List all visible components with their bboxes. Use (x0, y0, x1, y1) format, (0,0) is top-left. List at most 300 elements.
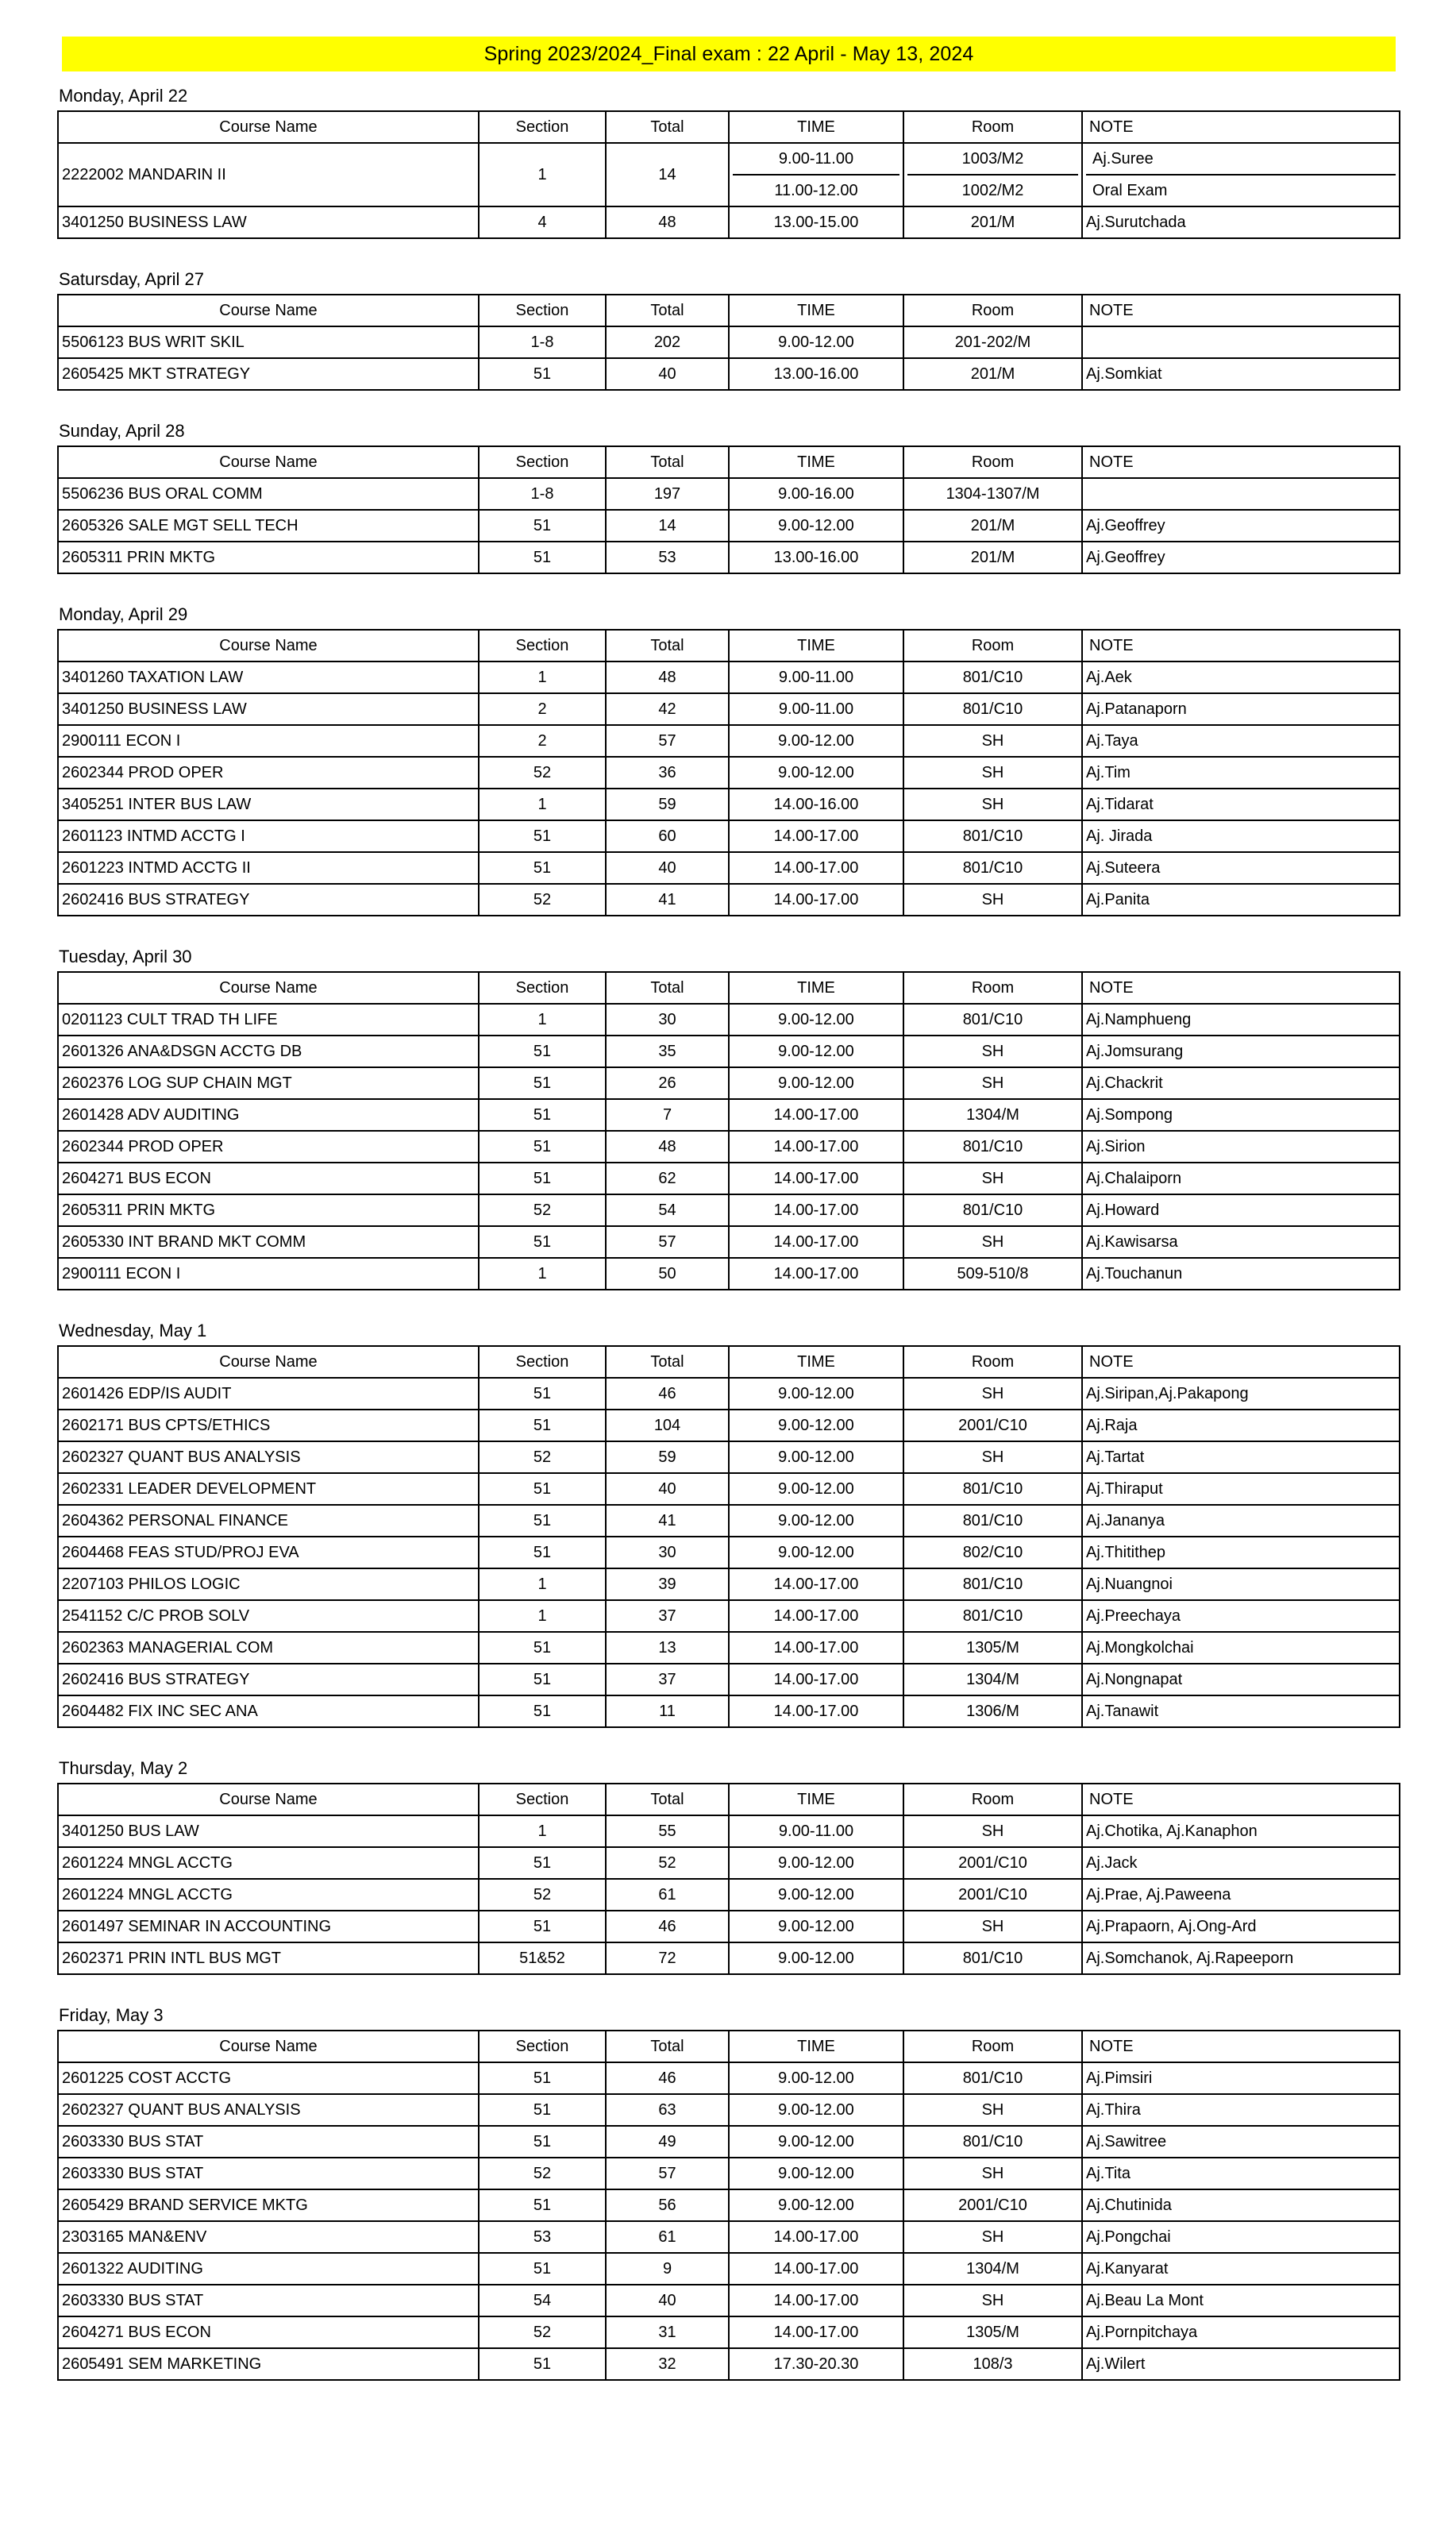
table-row (58, 2189, 1400, 2221)
section-column-header: Section (479, 2031, 606, 2062)
exam-table (57, 629, 1400, 916)
time-cell: 9.00-11.00 (733, 144, 899, 175)
room-column-header: Room (903, 1784, 1082, 1815)
section-cell: 1 (479, 1568, 606, 1600)
time-column-header: TIME (729, 972, 903, 1004)
total-column-header: Total (606, 295, 729, 326)
table-row (58, 1067, 1400, 1099)
total-cell: 72 (606, 1942, 729, 1974)
room-cell: SH (903, 789, 1082, 820)
note-column-header: NOTE (1082, 295, 1400, 326)
total-cell: 197 (606, 478, 729, 510)
course-name-cell: 2222002 MANDARIN II (58, 143, 479, 206)
table-row (58, 1911, 1400, 1942)
section-cell: 51 (479, 2253, 606, 2285)
section-column-header: Section (479, 630, 606, 662)
course-name-cell: 2605311 PRIN MKTG (58, 542, 479, 573)
room-cell: SH (903, 1163, 1082, 1194)
section-cell: 52 (479, 2158, 606, 2189)
time-cell: 9.00-12.00 (729, 725, 903, 757)
time-cell: 9.00-12.00 (729, 2126, 903, 2158)
section-spacer (57, 239, 1399, 268)
room-cell: 801/C10 (903, 1942, 1082, 1974)
section-cell: 1-8 (479, 326, 606, 358)
time-cell: 9.00-12.00 (729, 2094, 903, 2126)
time-column-header: TIME (729, 630, 903, 662)
room-cell: 1304-1307/M (903, 478, 1082, 510)
section-column-header: Section (479, 111, 606, 143)
room-cell: 1305/M (903, 1632, 1082, 1664)
section-cell: 51 (479, 1163, 606, 1194)
table-row (58, 1036, 1400, 1067)
time-cell: 9.00-12.00 (729, 1410, 903, 1441)
total-cell: 26 (606, 1067, 729, 1099)
total-cell: 52 (606, 1847, 729, 1879)
total-cell: 61 (606, 2221, 729, 2253)
course-name-cell: 2604362 PERSONAL FINANCE (58, 1505, 479, 1537)
table-header-row (58, 1346, 1400, 1378)
note-cell: Aj.Thitithep (1082, 1537, 1400, 1568)
course-column-header: Course Name (58, 1346, 479, 1378)
table-row (58, 2158, 1400, 2189)
total-cell: 202 (606, 326, 729, 358)
time-cell: 14.00-17.00 (729, 1568, 903, 1600)
time-cell: 9.00-12.00 (729, 1942, 903, 1974)
table-row (58, 1099, 1400, 1131)
time-cell: 9.00-12.00 (729, 1879, 903, 1911)
room-cell: 509-510/8 (903, 1258, 1082, 1290)
exam-table (57, 294, 1400, 391)
time-column-header: TIME (729, 1346, 903, 1378)
time-column-header: TIME (729, 1784, 903, 1815)
table-row (58, 1163, 1400, 1194)
section-column-header: Section (479, 1346, 606, 1378)
note-column-header: NOTE (1082, 446, 1400, 478)
day-heading: Monday, April 29 (59, 604, 188, 624)
time-cell: 14.00-17.00 (729, 1194, 903, 1226)
total-cell: 57 (606, 725, 729, 757)
exam-table (57, 446, 1400, 574)
time-cell: 9.00-12.00 (729, 1441, 903, 1473)
course-name-cell: 2602416 BUS STRATEGY (58, 1664, 479, 1695)
total-cell: 55 (606, 1815, 729, 1847)
course-name-cell: 2604271 BUS ECON (58, 1163, 479, 1194)
note-cell: Aj.Surutchada (1082, 206, 1400, 238)
day-section (57, 916, 1399, 1290)
course-name-cell: 2603330 BUS STAT (58, 2126, 479, 2158)
course-name-cell: 5506236 BUS ORAL COMM (58, 478, 479, 510)
course-name-cell: 2900111 ECON I (58, 1258, 479, 1290)
room-cell: 2001/C10 (903, 1410, 1082, 1441)
section-cell: 54 (479, 2285, 606, 2316)
room-cell: 801/C10 (903, 693, 1082, 725)
room-cell: 1304/M (903, 1664, 1082, 1695)
note-cell: Aj.Sompong (1082, 1099, 1400, 1131)
course-name-cell: 2602327 QUANT BUS ANALYSIS (58, 2094, 479, 2126)
note-cell: Aj.Nongnapat (1082, 1664, 1400, 1695)
day-heading: Wednesday, May 1 (59, 1321, 207, 1340)
total-column-header: Total (606, 1346, 729, 1378)
room-cell: SH (903, 725, 1082, 757)
table-row (58, 510, 1400, 542)
total-cell: 41 (606, 1505, 729, 1537)
total-cell: 14 (606, 510, 729, 542)
total-cell: 50 (606, 1258, 729, 1290)
section-cell: 51 (479, 1410, 606, 1441)
note-cell: Aj.Geoffrey (1082, 542, 1400, 573)
total-cell: 37 (606, 1664, 729, 1695)
note-cell: Aj.Prae, Aj.Paweena (1082, 1879, 1400, 1911)
section-cell: 51&52 (479, 1942, 606, 1974)
course-name-cell: 2602344 PROD OPER (58, 757, 479, 789)
time-column-header: TIME (729, 2031, 903, 2062)
note-cell: Oral Exam (1092, 182, 1168, 199)
total-cell: 46 (606, 2062, 729, 2094)
note-cell: Aj.Panita (1082, 884, 1400, 916)
room-cell: SH (903, 1441, 1082, 1473)
room-cell: 801/C10 (903, 662, 1082, 693)
table-row (58, 1632, 1400, 1664)
room-cell: SH (903, 1911, 1082, 1942)
time-cell: 9.00-12.00 (729, 326, 903, 358)
note-cell (1082, 326, 1400, 358)
section-column-header: Section (479, 1784, 606, 1815)
room-cell: 801/C10 (903, 820, 1082, 852)
section-cell: 51 (479, 1473, 606, 1505)
time-cell: 9.00-12.00 (729, 1067, 903, 1099)
course-column-header: Course Name (58, 972, 479, 1004)
section-cell: 1 (479, 789, 606, 820)
course-name-cell: 2900111 ECON I (58, 725, 479, 757)
day-section (57, 239, 1399, 391)
day-section (57, 391, 1399, 574)
table-header-row (58, 295, 1400, 326)
room-column-header: Room (903, 972, 1082, 1004)
total-cell: 7 (606, 1099, 729, 1131)
time-cell: 9.00-12.00 (729, 1911, 903, 1942)
course-name-cell: 2605429 BRAND SERVICE MKTG (58, 2189, 479, 2221)
table-row (58, 662, 1400, 693)
note-column-header: NOTE (1082, 2031, 1400, 2062)
course-column-header: Course Name (58, 446, 479, 478)
room-cell: SH (903, 2158, 1082, 2189)
note-cell: Aj.Geoffrey (1082, 510, 1400, 542)
section-cell: 51 (479, 1099, 606, 1131)
note-cell: Aj.Beau La Mont (1082, 2285, 1400, 2316)
time-cell: 9.00-12.00 (729, 757, 903, 789)
total-cell: 11 (606, 1695, 729, 1727)
day-heading: Tuesday, April 30 (59, 947, 192, 966)
room-cell: 2001/C10 (903, 2189, 1082, 2221)
exam-table (57, 2030, 1400, 2381)
day-section (57, 1975, 1399, 2381)
course-column-header: Course Name (58, 111, 479, 143)
time-cell: 9.00-11.00 (729, 662, 903, 693)
room-cell: 801/C10 (903, 1473, 1082, 1505)
section-spacer (57, 1728, 1399, 1757)
table-row (58, 1258, 1400, 1290)
note-cell: Aj.Raja (1082, 1410, 1400, 1441)
room-cell: 801/C10 (903, 2126, 1082, 2158)
time-cell: 14.00-17.00 (729, 852, 903, 884)
room-cell-group (903, 143, 1082, 206)
total-cell: 54 (606, 1194, 729, 1226)
section-cell: 52 (479, 884, 606, 916)
table-header-row (58, 2031, 1400, 2062)
note-cell: Aj.Sirion (1082, 1131, 1400, 1163)
time-cell: 13.00-16.00 (729, 542, 903, 573)
time-cell: 9.00-16.00 (729, 478, 903, 510)
table-row (58, 1942, 1400, 1974)
total-cell: 48 (606, 206, 729, 238)
section-spacer (57, 574, 1399, 603)
course-name-cell: 2601224 MNGL ACCTG (58, 1879, 479, 1911)
time-cell: 14.00-17.00 (729, 820, 903, 852)
room-cell: SH (903, 1036, 1082, 1067)
time-cell: 9.00-12.00 (729, 1847, 903, 1879)
course-column-header: Course Name (58, 295, 479, 326)
time-cell: 14.00-17.00 (729, 884, 903, 916)
note-cell: Aj.Namphueng (1082, 1004, 1400, 1036)
section-cell: 51 (479, 2189, 606, 2221)
time-cell: 9.00-11.00 (729, 1815, 903, 1847)
day-section (57, 574, 1399, 916)
time-cell: 14.00-16.00 (729, 789, 903, 820)
room-cell: 201/M (903, 358, 1082, 390)
room-cell: 801/C10 (903, 1505, 1082, 1537)
time-column-header: TIME (729, 111, 903, 143)
note-cell: Aj.Somkiat (1082, 358, 1400, 390)
time-cell: 14.00-17.00 (729, 1664, 903, 1695)
table-row (58, 693, 1400, 725)
table-row (58, 1473, 1400, 1505)
total-cell: 14 (606, 143, 729, 206)
course-name-cell: 2604482 FIX INC SEC ANA (58, 1695, 479, 1727)
note-cell: Aj.Prapaorn, Aj.Ong-Ard (1082, 1911, 1400, 1942)
note-cell: Aj.Aek (1082, 662, 1400, 693)
table-row (58, 2285, 1400, 2316)
table-row (58, 1131, 1400, 1163)
room-cell: SH (903, 757, 1082, 789)
time-cell-group (729, 143, 903, 206)
course-column-header: Course Name (58, 2031, 479, 2062)
time-cell: 9.00-12.00 (729, 2158, 903, 2189)
total-cell: 62 (606, 1163, 729, 1194)
room-cell: 1002/M2 (961, 182, 1024, 199)
room-cell: 201/M (903, 510, 1082, 542)
course-name-cell: 2602327 QUANT BUS ANALYSIS (58, 1441, 479, 1473)
total-column-header: Total (606, 630, 729, 662)
course-name-cell: 2602331 LEADER DEVELOPMENT (58, 1473, 479, 1505)
note-cell: Aj.Tanawit (1082, 1695, 1400, 1727)
table-row (58, 1815, 1400, 1847)
note-cell: Aj.Pongchai (1082, 2221, 1400, 2253)
section-cell: 52 (479, 757, 606, 789)
table-header-row (58, 446, 1400, 478)
note-cell: Aj.Jomsurang (1082, 1036, 1400, 1067)
time-cell: 13.00-16.00 (729, 358, 903, 390)
course-name-cell: 2605311 PRIN MKTG (58, 1194, 479, 1226)
note-cell: Aj.Kawisarsa (1082, 1226, 1400, 1258)
total-cell: 48 (606, 1131, 729, 1163)
total-column-header: Total (606, 2031, 729, 2062)
note-column-header: NOTE (1082, 111, 1400, 143)
table-row (58, 1378, 1400, 1410)
total-cell: 13 (606, 1632, 729, 1664)
course-name-cell: 2602416 BUS STRATEGY (58, 884, 479, 916)
table-row (58, 542, 1400, 573)
course-name-cell: 2601225 COST ACCTG (58, 2062, 479, 2094)
room-column-header: Room (903, 111, 1082, 143)
course-name-cell: 2207103 PHILOS LOGIC (58, 1568, 479, 1600)
course-name-cell: 3401260 TAXATION LAW (58, 662, 479, 693)
total-cell: 40 (606, 358, 729, 390)
section-cell: 51 (479, 1911, 606, 1942)
total-cell: 9 (606, 2253, 729, 2285)
course-name-cell: 2601123 INTMD ACCTG I (58, 820, 479, 852)
room-cell: 2001/C10 (903, 1847, 1082, 1879)
room-cell: 1304/M (903, 1099, 1082, 1131)
time-cell: 14.00-17.00 (729, 1163, 903, 1194)
course-name-cell: 2603330 BUS STAT (58, 2158, 479, 2189)
day-heading: Thursday, May 2 (59, 1758, 188, 1778)
course-name-cell: 5506123 BUS WRIT SKIL (58, 326, 479, 358)
section-cell: 1 (479, 662, 606, 693)
time-cell: 9.00-12.00 (729, 2189, 903, 2221)
table-row (58, 1004, 1400, 1036)
section-cell: 51 (479, 1505, 606, 1537)
total-cell: 41 (606, 884, 729, 916)
note-cell: Aj.Pimsiri (1082, 2062, 1400, 2094)
note-cell: Aj.Thiraput (1082, 1473, 1400, 1505)
time-cell: 14.00-17.00 (729, 1099, 903, 1131)
note-cell: Aj.Tidarat (1082, 789, 1400, 820)
total-cell: 61 (606, 1879, 729, 1911)
note-cell: Aj.Pornpitchaya (1082, 2316, 1400, 2348)
section-cell: 2 (479, 725, 606, 757)
section-cell: 51 (479, 2348, 606, 2380)
note-cell: Aj.Touchanun (1082, 1258, 1400, 1290)
note-cell: Aj.Suree (1086, 144, 1396, 175)
table-row (58, 1194, 1400, 1226)
room-cell: 201/M (903, 542, 1082, 573)
section-cell: 1 (479, 1600, 606, 1632)
total-cell: 46 (606, 1378, 729, 1410)
section-spacer (57, 71, 1399, 84)
table-row (58, 2221, 1400, 2253)
room-cell: SH (903, 2285, 1082, 2316)
course-name-cell: 2602371 PRIN INTL BUS MGT (58, 1942, 479, 1974)
section-cell: 51 (479, 2094, 606, 2126)
day-section (57, 1728, 1399, 1975)
section-cell: 51 (479, 1695, 606, 1727)
room-cell: SH (903, 2094, 1082, 2126)
time-cell: 13.00-15.00 (729, 206, 903, 238)
room-column-header: Room (903, 1346, 1082, 1378)
total-cell: 63 (606, 2094, 729, 2126)
course-name-cell: 2601322 AUDITING (58, 2253, 479, 2285)
total-cell: 39 (606, 1568, 729, 1600)
course-name-cell: 2602363 MANAGERIAL COM (58, 1632, 479, 1664)
table-row (58, 884, 1400, 916)
day-section (57, 1290, 1399, 1728)
time-cell: 14.00-17.00 (729, 1632, 903, 1664)
room-cell: 801/C10 (903, 852, 1082, 884)
total-cell: 36 (606, 757, 729, 789)
table-row (58, 206, 1400, 238)
note-cell: Aj.Wilert (1082, 2348, 1400, 2380)
time-cell: 9.00-12.00 (729, 1004, 903, 1036)
note-cell: Aj.Somchanok, Aj.Rapeeporn (1082, 1942, 1400, 1974)
time-cell: 14.00-17.00 (729, 1695, 903, 1727)
room-cell: 801/C10 (903, 1194, 1082, 1226)
day-heading: Satursday, April 27 (59, 269, 205, 289)
note-cell: Aj.Suteera (1082, 852, 1400, 884)
note-cell-group (1082, 143, 1400, 206)
table-row (58, 2348, 1400, 2380)
note-cell (1082, 478, 1400, 510)
day-sections-container (0, 71, 1456, 2381)
total-cell: 35 (606, 1036, 729, 1067)
section-cell: 51 (479, 1632, 606, 1664)
section-cell: 52 (479, 1879, 606, 1911)
section-cell: 52 (479, 1194, 606, 1226)
section-cell: 51 (479, 1226, 606, 1258)
table-header-row (58, 1784, 1400, 1815)
course-name-cell: 2604468 FEAS STUD/PROJ EVA (58, 1537, 479, 1568)
room-column-header: Room (903, 2031, 1082, 2062)
section-cell: 51 (479, 1036, 606, 1067)
note-column-header: NOTE (1082, 1784, 1400, 1815)
section-cell: 51 (479, 852, 606, 884)
room-cell: SH (903, 1067, 1082, 1099)
table-row (58, 1410, 1400, 1441)
section-cell: 51 (479, 820, 606, 852)
total-cell: 37 (606, 1600, 729, 1632)
table-row (58, 1695, 1400, 1727)
table-row (58, 358, 1400, 390)
time-cell: 14.00-17.00 (729, 1258, 903, 1290)
total-column-header: Total (606, 1784, 729, 1815)
course-name-cell: 2603330 BUS STAT (58, 2285, 479, 2316)
time-cell: 14.00-17.00 (729, 2253, 903, 2285)
note-column-header: NOTE (1082, 1346, 1400, 1378)
total-cell: 57 (606, 2158, 729, 2189)
time-cell: 9.00-12.00 (729, 1473, 903, 1505)
total-column-header: Total (606, 111, 729, 143)
time-slot-row (733, 144, 899, 175)
table-row (58, 1568, 1400, 1600)
time-slot-row (907, 144, 1078, 175)
course-name-cell: 2602376 LOG SUP CHAIN MGT (58, 1067, 479, 1099)
course-name-cell: 2605330 INT BRAND MKT COMM (58, 1226, 479, 1258)
time-slot-row (1086, 144, 1396, 175)
table-header-row (58, 111, 1400, 143)
course-name-cell: 3405251 INTER BUS LAW (58, 789, 479, 820)
course-name-cell: 2605491 SEM MARKETING (58, 2348, 479, 2380)
table-row (58, 143, 1400, 206)
table-row (58, 1441, 1400, 1473)
course-column-header: Course Name (58, 1784, 479, 1815)
course-name-cell: 2602171 BUS CPTS/ETHICS (58, 1410, 479, 1441)
room-cell: 801/C10 (903, 1568, 1082, 1600)
day-heading: Sunday, April 28 (59, 421, 185, 441)
room-cell: 802/C10 (903, 1537, 1082, 1568)
note-cell: Aj.Chalaiporn (1082, 1163, 1400, 1194)
total-cell: 59 (606, 1441, 729, 1473)
section-cell: 1 (479, 1815, 606, 1847)
course-name-cell: 0201123 CULT TRAD TH LIFE (58, 1004, 479, 1036)
